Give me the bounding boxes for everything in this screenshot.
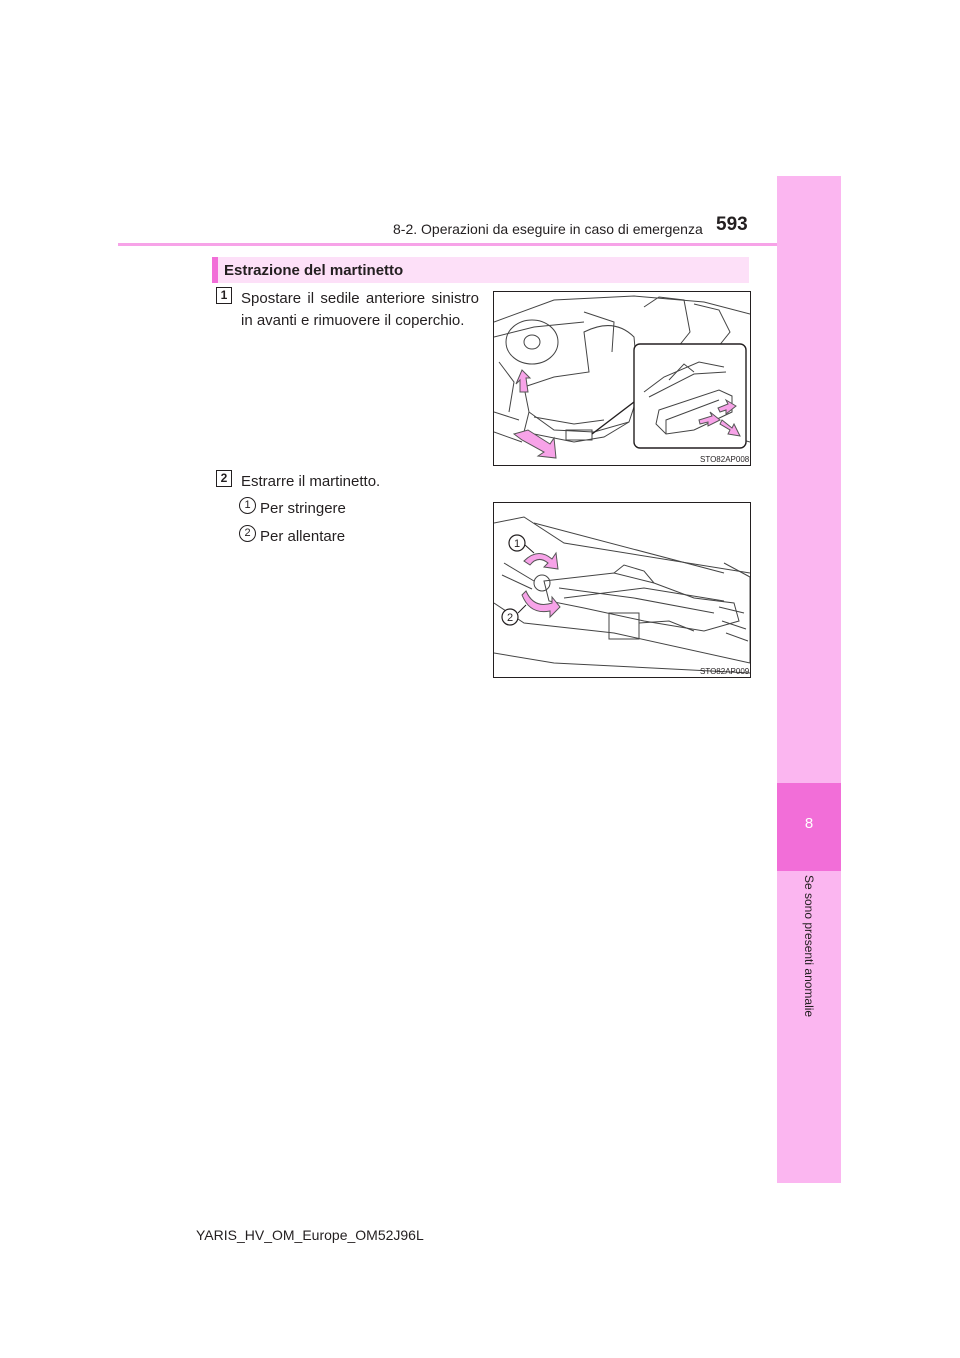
sub-item-2-text: Per allentare [260, 528, 346, 545]
chapter-number: 8 [804, 815, 814, 832]
callout-2: 2 [506, 612, 514, 624]
footer-doc-id: YARIS_HV_OM_Europe_OM52J96L [196, 1227, 424, 1243]
figure-jack-removal [493, 502, 751, 678]
section-bar-accent [212, 257, 218, 283]
page-number: 593 [716, 214, 748, 235]
seat-cover-illustration [494, 292, 750, 465]
figure-1-code: STO82AP008 [700, 455, 750, 464]
figure-seat-cover-removal [493, 291, 751, 466]
sub-item-2-number: 2 [239, 525, 256, 542]
figure-2-code: STO82AP009 [700, 667, 750, 676]
chapter-title: Se sono presenti anomalie [802, 875, 816, 1018]
step-1-text: Spostare il sedile anteriore sinistro in avanti e rimuovere il coperchio. [241, 290, 479, 329]
running-header: 8-2. Operazioni da eseguire in caso di emergenza [393, 221, 703, 237]
figure-callouts [502, 535, 534, 625]
sub-item-1-number: 1 [239, 497, 256, 514]
callout-1: 1 [513, 538, 521, 550]
step-2-text: Estrarre il martinetto. [241, 473, 381, 490]
jack-illustration [494, 503, 750, 677]
sub-item-1-text: Per stringere [260, 500, 346, 517]
step-number-1: 1 [216, 287, 232, 304]
chapter-side-strip [777, 176, 841, 1183]
section-title: Estrazione del martinetto [224, 262, 404, 279]
header-rule [118, 243, 777, 246]
step-number-2: 2 [216, 470, 232, 487]
